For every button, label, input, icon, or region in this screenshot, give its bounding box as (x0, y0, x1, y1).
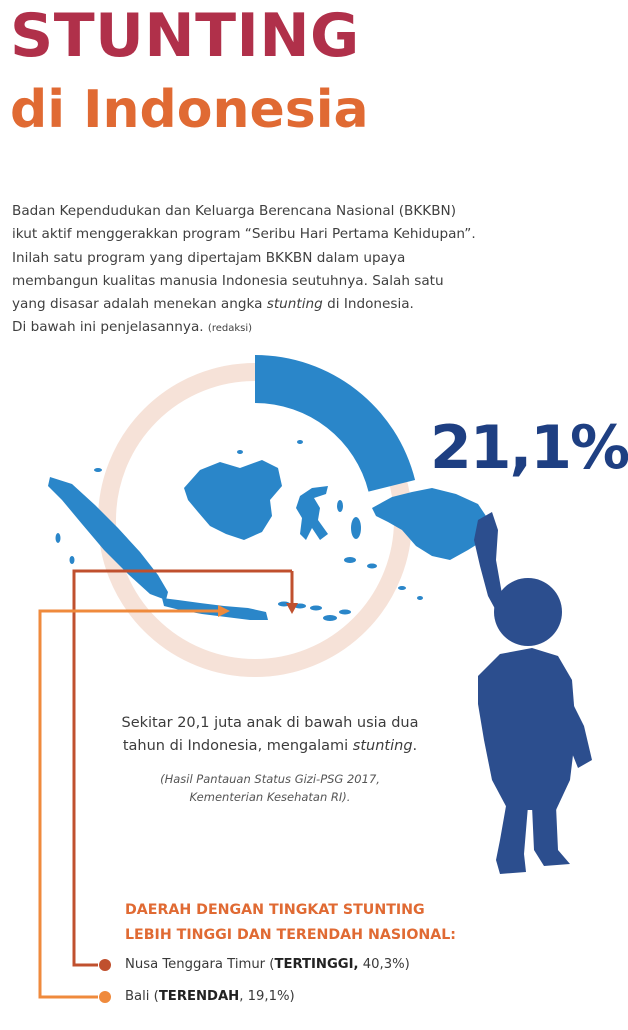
region-name: Nusa Tenggara Timur (125, 957, 266, 972)
kalimantan-island (184, 460, 282, 540)
regions-heading-line: LEBIH TINGGI DAN TERENDAH NASIONAL: (125, 927, 456, 943)
statement-emphasis: stunting (352, 738, 413, 754)
regions-heading (125, 898, 565, 948)
island-dot (417, 596, 423, 600)
island-dot (297, 440, 303, 444)
intro-line: Inilah satu program yang dipertajam BKKBN dalam upaya (12, 249, 406, 266)
region-paren: ( (265, 957, 275, 972)
region-tag-lowest: TERENDAH (158, 989, 240, 1004)
title-di-indonesia: di Indonesia (10, 80, 369, 140)
source-line: (Hasil Pantauan Status Gizi-PSG 2017, (160, 772, 380, 786)
region-value: , 19,1%) (239, 989, 295, 1004)
source-line: Kementerian Kesehatan RI). (189, 790, 351, 804)
island-dot (337, 500, 343, 512)
papua-island (372, 488, 490, 560)
region-highest-ntt (125, 955, 410, 975)
stunting-percentage: 21,1% (430, 413, 628, 483)
intro-line: ikut aktif menggerakkan program “Seribu Hari Pertama Kehidupan”. (12, 226, 476, 243)
intro-emphasis: stunting (266, 296, 323, 313)
source-citation (120, 770, 420, 806)
region-name: Bali (125, 989, 150, 1004)
region-paren: ( (149, 989, 159, 1004)
intro-line: membangun kualitas manusia Indonesia seutuhnya. Salah satu (12, 272, 444, 289)
statement-line: . (412, 738, 418, 754)
stunting-statement (100, 712, 440, 758)
lesser-sunda-island (310, 606, 322, 611)
intro-line: di Indonesia. (322, 296, 414, 313)
title-stunting: STUNTING (10, 1, 360, 71)
java-island (162, 598, 268, 620)
region-lowest-bali (125, 987, 295, 1007)
island-dot (70, 556, 75, 564)
stunting-gauge-arc (255, 355, 415, 492)
region-value: 40,3%) (358, 957, 410, 972)
ntt-arrowhead (286, 603, 298, 614)
child-left-leg (496, 806, 528, 874)
halmahera-island (351, 517, 361, 539)
child-torso (478, 648, 576, 810)
island-dot (344, 557, 356, 563)
ntt-marker-dot (99, 959, 111, 971)
lesser-sunda-island (339, 610, 351, 615)
island-dot (237, 450, 243, 454)
child-head (494, 578, 562, 646)
region-tag-highest: TERTINGGI, (274, 957, 359, 972)
island-dot (56, 533, 61, 543)
intro-credit: (redaksi) (207, 323, 253, 335)
lesser-sunda-island (323, 615, 337, 621)
regions-heading-line: DAERAH DENGAN TINGKAT STUNTING (125, 902, 425, 918)
island-dot (398, 586, 406, 590)
intro-line: yang disasar adalah menekan angka (12, 296, 267, 313)
sulawesi-island (296, 486, 328, 540)
intro-line: Di bawah ini penjelasannya. (12, 319, 204, 336)
child-right-leg (532, 806, 570, 866)
bali-marker-dot (99, 991, 111, 1003)
intro-line: Badan Kependudukan dan Keluarga Berencana Nasional (BKKBN) (12, 203, 456, 219)
statement-line: tahun di Indonesia, mengalami (122, 738, 353, 754)
child-silhouette (474, 512, 592, 874)
island-dot (367, 564, 377, 569)
statement-line: Sekitar 20,1 juta anak di bawah usia dua (121, 715, 419, 731)
island-dot (94, 468, 102, 472)
